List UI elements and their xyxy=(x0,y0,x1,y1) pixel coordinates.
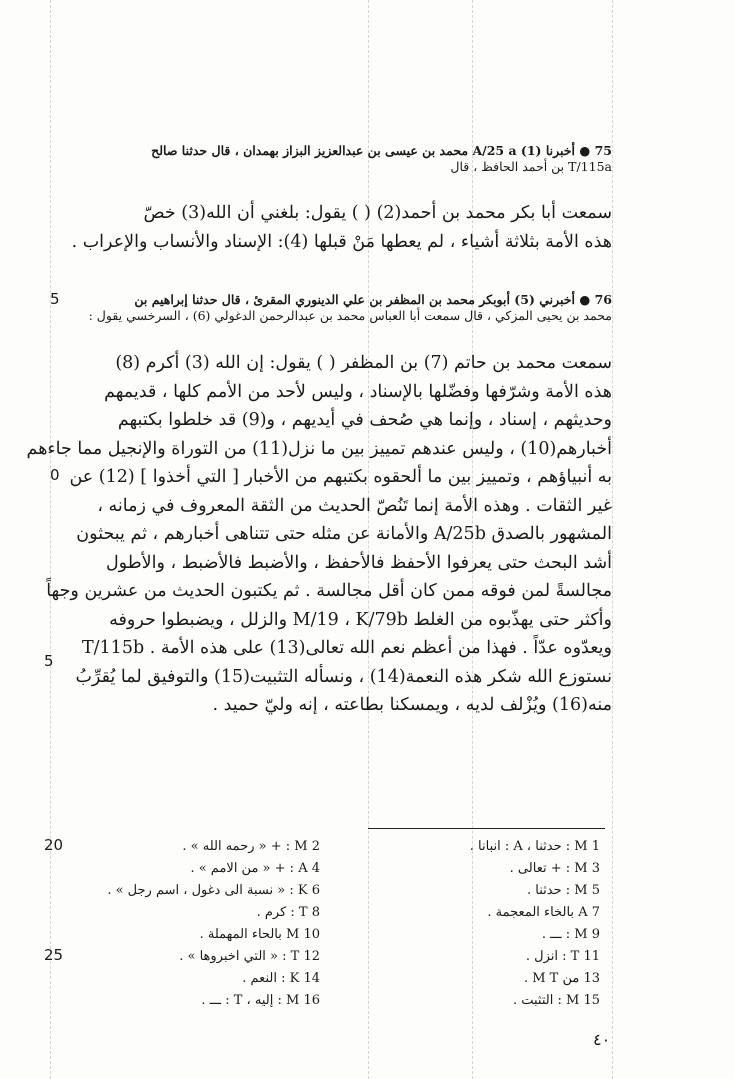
text-line: وحديثهم ، إسناد ، وإنما هي صُحف في أيديهم ، و(9) قد خلطوا بكتبهم xyxy=(117,410,612,430)
line-number: 5 xyxy=(50,290,60,308)
entry-75-body xyxy=(71,199,612,256)
text-line: منه(16) ويُزْلف لديه ، ويمسكنا بطاعته ، إنه وليّ حميد . xyxy=(212,695,612,715)
entry-76-body xyxy=(26,349,612,720)
header-line: محمد بن يحيى المزكي ، قال سمعت أبا العباس محمد بن عبدالرحمن الدغولي (6) ، السرخسي يقول : xyxy=(88,308,612,323)
footnote: 4 A : + « من الامم » . xyxy=(190,861,320,876)
header-line: T/115a بن أحمد الحافظ ، قال xyxy=(450,159,612,174)
entry-75-header xyxy=(82,143,612,175)
margin-guide xyxy=(50,0,51,1079)
footnote: 6 K : « نسبة الى دغول ، اسم رجل » . xyxy=(107,883,320,898)
page-number: ٤٠ xyxy=(593,1030,611,1049)
header-line: 75 ● أخبرنا (1) A/25 a محمد بن عيسى بن عبدالعزيز البزاز بهمدان ، قال حدثنا صالح xyxy=(151,143,612,158)
text-line: ويعدّوه عدّاً . فهذا من أعظم نعم الله تعالى(13) على هذه الأمة . T/115b xyxy=(81,638,612,658)
text-line: أشد البحث حتى يعرفوا الأحفظ فالأحفظ ، والأضبط فالأضبط ، والأطول xyxy=(105,552,612,573)
footnote: 11 T : انزل . xyxy=(525,949,600,964)
text-line: غير الثقات . وهذه الأمة إنما تَنُصّ الحديث من الثقة المعروف في زمانه ، xyxy=(97,495,612,516)
footnote: 2 M : + « رحمه الله » . xyxy=(182,839,320,854)
text-line: هذه الأمة بثلاثة أشياء ، لم يعطها مَنْ قبلها (4): الإسناد والأنساب والإعراب . xyxy=(71,231,612,252)
line-number: 0 xyxy=(50,466,60,484)
footnote: 16 M : إليه ، T : ـــ . xyxy=(201,993,320,1008)
footnotes-right xyxy=(370,836,600,1012)
line-number: 5 xyxy=(44,652,54,670)
text-line: به أنبياؤهم ، وتمييز بين ما ألحقوه بكتبهم من الأخبار [ التي أخذوا ] (12) عن xyxy=(69,467,612,487)
text-line: المشهور بالصدق A/25b والأمانة عن مثله حتى تتناهى أخبارهم ، ثم يبحثون xyxy=(76,524,612,544)
text-line: نستوزع الله شكر هذه النعمة(14) ، ونسأله التثبيت(15) والتوفيق لما يُقرِّبُ xyxy=(75,666,612,687)
footnote: 7 A بالخاء المعجمة . xyxy=(487,905,600,920)
margin-guide xyxy=(612,0,613,1079)
footnote: 1 M : حدثنا ، A : انبانا . xyxy=(469,839,600,854)
footnote: 10 M بالحاء المهملة . xyxy=(199,927,320,942)
footnote: 3 M : + تعالى . xyxy=(509,861,600,876)
footnote: 9 M : ـــ . xyxy=(541,927,600,942)
footnote: 15 M : التثبت . xyxy=(512,993,600,1008)
footnote: 14 K : النعم . xyxy=(242,971,320,986)
text-line: أخبارهم(10) ، وليس عندهم تمييز بين ما نزل(11) من التوراة والإنجيل مما جاءهم xyxy=(26,438,612,459)
footnote-rule xyxy=(368,828,605,829)
text-line: مجالسةً لمن فوقه ممن كان أقل مجالسة . ثم يكتبون الحديث من عشرين وجهاً xyxy=(46,581,612,601)
header-line: 76 ● أخبرني (5) أبوبكر محمد بن المظفر بن علي الدينوري المقرئ ، قال حدثنا إبراهيم بن xyxy=(134,292,612,307)
entry-76-header xyxy=(82,292,612,324)
text-line: سمعت محمد بن حاتم (7) بن المظفر ( ) يقول: إن الله (3) أكرم (8) xyxy=(115,353,612,373)
footnotes-left xyxy=(96,836,320,1012)
footnote: 5 M : حدثنا . xyxy=(526,883,600,898)
footnote: 13 من M T . xyxy=(523,971,600,986)
text-line: وأكثر حتى يهذّبوه من الغلط M/19 ، K/79b والزلل ، ويضبطوا حروفه xyxy=(109,609,612,630)
text-line: هذه الأمة وشرّفها وفضّلها بالإسناد ، وليس لأحد من الأمم كلها ، قديمهم xyxy=(104,381,612,402)
line-number: 20 xyxy=(44,836,64,854)
line-number: 25 xyxy=(44,946,64,964)
footnote: 12 T : « التي اخبروها » . xyxy=(179,949,320,964)
footnote: 8 T : كرم . xyxy=(256,905,320,920)
text-line: سمعت أبا بكر محمد بن أحمد(2) ( ) يقول: بلغني أن الله(3) خصّ xyxy=(143,203,612,223)
